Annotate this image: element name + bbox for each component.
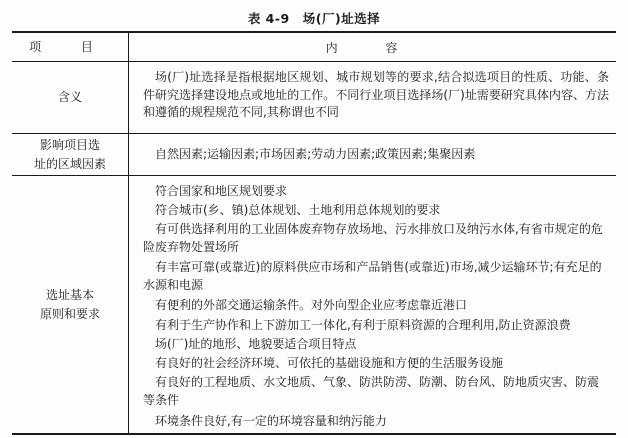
list-item: 有可供选择利用的工业固体废弃物存放场地、污水排放口及纳污水体,有省市规定的危险废弃物处置场所 <box>143 222 603 254</box>
row-content-regional-factors <box>129 134 616 175</box>
list-item: 符合城市(乡、镇)总体规划、土地利用总体规划的要求 <box>155 203 441 217</box>
header-content-label: 内 容 <box>325 40 420 55</box>
row-label-line: 址的区域因素 <box>33 156 106 171</box>
list-item: 环境条件良好,有一定的环境容量和纳污能力 <box>155 414 387 428</box>
row-content-meaning <box>129 62 616 133</box>
row-label-line: 原则和要求 <box>39 306 100 321</box>
list-item: 符合国家和地区规划要求 <box>155 184 288 198</box>
row-label-meaning: 含义 <box>57 90 82 104</box>
regional-factors-text: 自然因素;运输因素;市场因素;劳动力因素;政策因素;集聚因素 <box>155 147 476 161</box>
list-item: 有利于生产协作和上下游加工一体化,有利于原料资源的合理利用,防止资源浪费 <box>155 318 571 332</box>
list-item: 有便利的外部交通运输条件。对外向型企业应考虑靠近港口 <box>155 298 468 312</box>
table-bottom-rule <box>12 433 616 435</box>
table-caption: 表 4-9 场(厂)址选择 <box>247 11 381 26</box>
list-item: 有丰富可靠(或靠近)的原料供应市场和产品销售(或靠近)市场,减少运输环节;有充足的水源和电源 <box>143 260 602 292</box>
list-item: 有良好的工程地质、水文地质、气象、防洪防涝、防潮、防台风、防地质灾害、防震等条件 <box>143 375 600 407</box>
row-content-principles <box>129 176 616 433</box>
row-label-regional-factors <box>12 134 128 175</box>
header-item-label: 项 目 <box>29 39 111 54</box>
meaning-paragraph: 场(厂)址选择是指根据地区规划、城市规划等的要求,结合拟选项目的性质、功能、条件研究选择建设地点或地址的工作。不同行业项目选择场(厂)址需要研究具体内容、方法和遵循的规程规范不同,其称谓也不同 <box>143 70 609 119</box>
list-item: 场(厂)址的地形、地貌要适合项目特点 <box>155 337 357 351</box>
row-label-principles <box>12 176 128 433</box>
row-label-line: 影响项目选 <box>39 137 100 152</box>
row-label-line: 选址基本 <box>45 287 94 302</box>
list-item: 有良好的社会经济环境、可依托的基础设施和方便的生活服务设施 <box>155 356 504 370</box>
